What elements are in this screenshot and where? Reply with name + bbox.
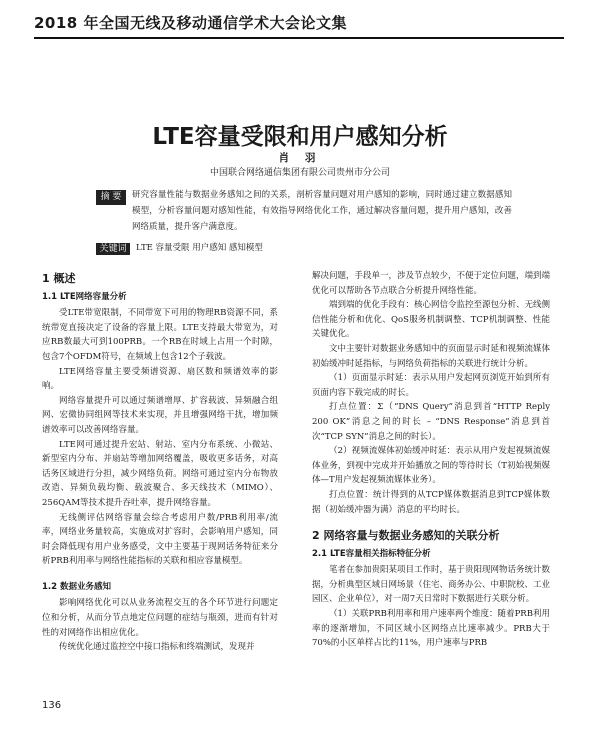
paragraph: LTE网可通过提升宏站、射站、室内分布系统、小微站、新型室内分布、并扇站等增加网络覆盖，吸收更多话务，对高话务区域进行分担，减少网络负荷。网络可通过室内分布物放改造、异频负载均衡、载波聚合、多天线技术（MIMO）、256QAM等技术提升吞吐率，提升网络容量。 (42, 439, 278, 508)
abstract-label: 摘 要 (96, 190, 126, 205)
paragraph: 无线侧评估网络容量会综合考虑用户数/PRB利用率/流率，网络业务量较高，实施成对扩容时，会影响用户感知，同时会降低现有用户业务感受，文中主要基于现网话务特征来分析PRB利用率与网络性能指标的关联和相应容量模型。 (42, 512, 278, 567)
keywords-text: LTE 容量受限 用户感知 感知模型 (136, 243, 263, 253)
right-column (312, 269, 550, 651)
paragraph: 笔者在参加贵阳某项目工作时，基于贵阳现网物话务统计数据，分析典型区域日网场景（住宅、商务办公、中职院校、工业园区、企业单位），对一周7天日常时下数据进行关联分析。 (312, 565, 551, 605)
paragraph: 打点位置：统计得到的从TCP媒体数据消息到TCP媒体数据（初始缓冲器为满）消息的平均时长。 (312, 489, 550, 515)
running-header: 2018 年全国无线及移动通信学术大会论文集 (34, 12, 564, 39)
paragraph: （1）关联PRB利用率和用户速率两个维度：随着PRB利用率的逐渐增加，不同区域小区网络点比速率减少。PRB大于70%的小区单样占比约11%，用户速率与PRB (312, 609, 550, 649)
paper-title: LTE容量受限和用户感知分析 (152, 124, 448, 150)
section-2-1-heading: 2.1 LTE容量相关指标特征分析 (312, 548, 431, 559)
page-number: 136 (42, 700, 62, 711)
paragraph: 解决问题，手段单一，涉及节点较少，不便于定位问题，端到端优化可以帮助各节点联合分析提升网络性能。 (312, 271, 551, 296)
paragraph: （1）页面显示时延：表示从用户发起网页浏览开始到所有页面内容下载完成的时长。 (312, 373, 550, 398)
paragraph: （2）视频流媒体初始缓冲时延：表示从用户发起视频流媒体业务，到视中完成并开始播放之间的等待时长（T初始视频媒体—T用户发起视频流媒体业务）。 (312, 446, 550, 486)
author-name: 肖 羽 (278, 152, 322, 164)
section-1-2-heading: 1.2 数据业务感知 (42, 581, 112, 592)
left-column (42, 270, 278, 655)
section-2-heading: 2 网络容量与数据业务感知的关联分析 (312, 529, 500, 543)
author-affiliation: 中国联合网络通信集团有限公司贵州市分公司 (209, 168, 390, 178)
keywords-label: 关键词 (96, 243, 130, 255)
paragraph: LTE网络容量主要受频谱资源、扇区数和频谱效率的影响。 (42, 366, 278, 392)
abstract-text: 研究容量性能与数据业务感知之间的关系，剖析容量问题对用户感知的影响，同时通过建立数据感知模型，分析容量问题对感知性能，有效指导网络优化工作，通过解决容量问题，提升用户感知，改善网络质量，提升客户满意度。 (132, 190, 512, 232)
paragraph: 文中主要针对数据业务感知中的页面显示时延和视频流媒体初始缓冲时延指标，与网络负荷指标的关联进行统计分析。 (312, 343, 551, 369)
section-1-1-heading: 1.1 LTE网络容量分析 (42, 291, 127, 302)
paragraph: 传统优化通过监控空中接口指标和终端测试，发现并 (59, 642, 255, 653)
section-1-heading: 1 概述 (42, 272, 76, 285)
paragraph: 受LTE带宽限制，不同带宽下可用的物理RB资源不同，系统带宽直接决定了设备的容量上限。LTE支持最大带宽为，对应RB数最大可到100PRB。一个RB在时域上占用一个时隙，包含7个OFDM符号，在频域上包含12个子载波。 (42, 308, 278, 362)
paragraph: 端到端的优化手段有：核心网信令监控至源包分析、无线侧信性能分析和优化、QoS服务机制调整、TCP机制调整、性能关键优化。 (312, 300, 551, 340)
paragraph: 打点位置：Σ（“DNS Query”消息到首“HTTP Reply 200 OK”消息之间的时长 – “DNS Response”消息到首次“TCP SYN”消息之间的时长）。 (312, 402, 550, 442)
paragraph: 影响网络优化可以从业务流程交互的各个环节进行问题定位和分析，从而分节点地定位问题的症结与瓶颈，进而有针对性的对网络作出相应优化。 (42, 598, 278, 638)
paragraph: 网络容量提升可以通过频谱增厚、扩容载波、异频融合组网、宏微协同组网等技术来实现，并且增强网络干扰，增加频谱效率可以改善网络容量。 (42, 395, 278, 435)
